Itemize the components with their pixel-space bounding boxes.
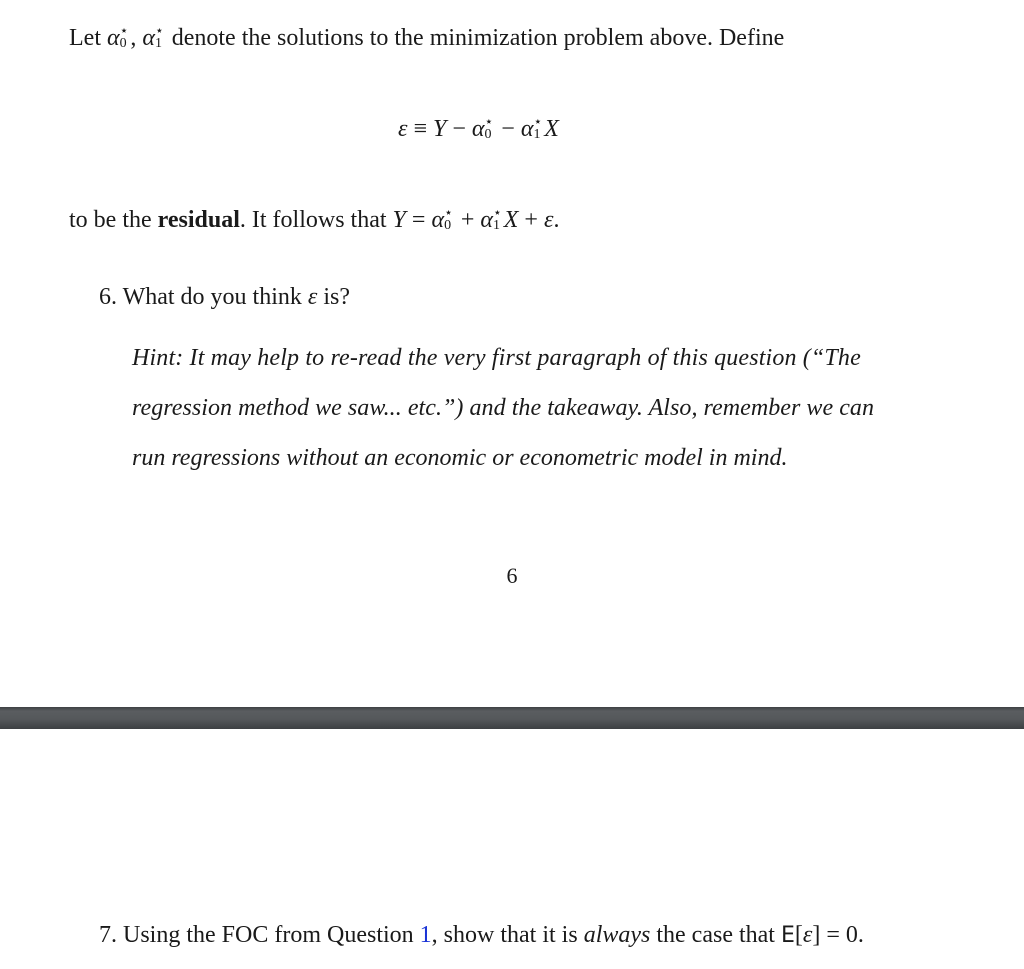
residual-term: residual xyxy=(157,207,240,233)
question-7: 7. Using the FOC from Question 1, show that it is always the case that E[ε] = 0. xyxy=(99,922,864,948)
hint-line-3: run regressions without an economic or econometric model in mind. xyxy=(132,445,788,471)
residual-sentence: to be the residual. It follows that Y = α ⋆ 0 + α ⋆ 1 X + ε. xyxy=(69,205,560,234)
hint-line-1: Hint: It may help to re-read the very first paragraph of this question (“The xyxy=(132,345,861,371)
alpha-1-star: α ⋆ 1 xyxy=(142,23,164,52)
intro-rest: denote the solutions to the minimization problem above. Define xyxy=(171,25,785,51)
question-6: 6. What do you think ε is? xyxy=(99,284,351,310)
expectation-operator: E xyxy=(780,923,795,948)
intro-line: Let α ⋆ 0 , α ⋆ 1 denote the solutions to the minimization problem above. Define xyxy=(69,23,785,52)
pdf-page-bottom xyxy=(0,729,1024,969)
alpha-0-star: α ⋆ 0 xyxy=(106,23,129,52)
question-7-number: 7. xyxy=(99,922,117,948)
page-separator xyxy=(0,707,1024,729)
residual-definition-equation: ε ≡ Y − α ⋆ 0 − α ⋆ 1 X xyxy=(398,114,559,143)
question-6-number: 6. xyxy=(99,284,117,310)
question-1-link[interactable]: 1 xyxy=(419,922,432,948)
hint-line-2: regression method we saw... etc.”) and the takeaway. Also, remember we can xyxy=(132,395,875,421)
intro-let: Let xyxy=(69,25,101,51)
page-number: 6 xyxy=(506,563,518,588)
